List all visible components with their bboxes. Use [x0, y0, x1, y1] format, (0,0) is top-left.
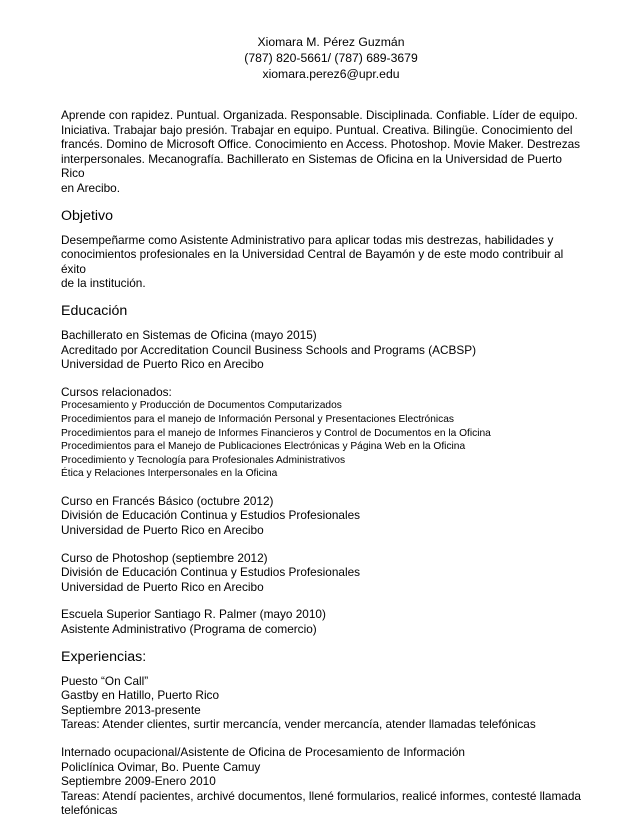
high-school-block [61, 607, 581, 636]
french-course-division: División de Educación Continua y Estudios Profesionales [61, 508, 361, 523]
section-heading-educacion: Educación [61, 302, 128, 319]
photoshop-course-title: Curso de Photoshop (septiembre 2012) [61, 550, 268, 565]
full-name: Xiomara M. Pérez Guzmán [257, 35, 405, 49]
course-item: Procedimientos para el manejo de Informes Financieros y Control de Documentos en la Oficina [61, 427, 491, 439]
french-course-institution: Universidad de Puerto Rico en Arecibo [61, 523, 264, 538]
resume-header [81, 34, 581, 82]
photoshop-course-block [61, 551, 581, 595]
job-block [61, 745, 581, 818]
job-tasks: Tareas: Atender clientes, surtir mercancía, vender mercancía, atender llamadas telefónicas [61, 717, 536, 732]
job-tasks: Tareas: Atendí pacientes, archivé documentos, llené formularios, realicé informes, contesté llamada [61, 788, 581, 803]
degree-block [61, 328, 581, 372]
summary-line: francés. Domino de Microsoft Office. Conocimiento en Access. Photoshop. Movie Maker. Destrezas [61, 137, 581, 152]
job-dates: Septiembre 2013-presente [61, 702, 201, 717]
job-block [61, 674, 581, 732]
summary-line: Aprende con rapidez. Puntual. Organizada. Responsable. Disciplinada. Confiable. Líder de equipo. [61, 108, 578, 122]
email-address: xiomara.perez6@upr.edu [262, 67, 400, 81]
degree-title: Bachillerato en Sistemas de Oficina (mayo 2015) [61, 327, 317, 342]
objetivo-line: Desempeñarme como Asistente Administrativo para aplicar todas mis destrezas, habilidades y [61, 232, 554, 247]
job-employer: Gastby en Hatillo, Puerto Rico [61, 688, 220, 703]
objetivo-line: de la institución. [61, 276, 146, 291]
course-item: Procesamiento y Producción de Documentos Computarizados [61, 400, 342, 412]
course-item: Procedimiento y Tecnología para Profesionales Administrativos [61, 454, 346, 466]
job-tasks-continued: telefónicas [61, 803, 118, 818]
job-position: Puesto “On Call” [61, 673, 149, 688]
section-heading-objetivo: Objetivo [61, 207, 114, 224]
courses-title: Cursos relacionados: [61, 384, 172, 399]
job-dates: Septiembre 2009-Enero 2010 [61, 774, 216, 789]
summary-line: interpersonales. Mecanografía. Bachillerato en Sistemas de Oficina en la Universidad de Puerto Rico [61, 151, 562, 181]
section-heading-experiencias: Experiencias: [61, 648, 147, 665]
high-school-name: Escuela Superior Santiago R. Palmer (mayo 2010) [61, 607, 326, 622]
degree-accreditation: Acreditado por Accreditation Council Business Schools and Programs (ACBSP) [61, 342, 477, 357]
objetivo-paragraph [61, 233, 581, 291]
course-item: Ética y Relaciones Interpersonales en la Oficina [61, 468, 278, 480]
summary-line: en Arecibo. [61, 180, 121, 195]
high-school-program: Asistente Administrativo (Programa de comercio) [61, 622, 317, 637]
job-position: Internado ocupacional/Asistente de Oficina de Procesamiento de Información [61, 745, 465, 759]
degree-institution: Universidad de Puerto Rico en Arecibo [61, 357, 264, 372]
objetivo-line: conocimientos profesionales en la Universidad Central de Bayamón y de este modo contribuir al éxito [61, 247, 564, 276]
course-item: Procedimientos para el Manejo de Publicaciones Electrónicas y Página Web en la Oficina [61, 441, 466, 453]
french-course-block [61, 494, 581, 538]
french-course-title: Curso en Francés Básico (octubre 2012) [61, 493, 274, 508]
phone-numbers: (787) 820-5661/ (787) 689-3679 [244, 51, 418, 65]
resume-page [61, 34, 581, 818]
summary-paragraph [61, 108, 581, 196]
job-employer: Policlínica Ovimar, Bo. Puente Camuy [61, 759, 261, 774]
summary-line: Iniciativa. Trabajar bajo presión. Trabajar en equipo. Puntual. Creativa. Bilingüe. Conocimiento del [61, 122, 573, 137]
course-item: Procedimientos para el manejo de Información Personal y Presentaciones Electrónicas [61, 413, 454, 425]
photoshop-course-institution: Universidad de Puerto Rico en Arecibo [61, 579, 264, 594]
photoshop-course-division: División de Educación Continua y Estudios Profesionales [61, 565, 361, 580]
courses-block [61, 385, 581, 481]
